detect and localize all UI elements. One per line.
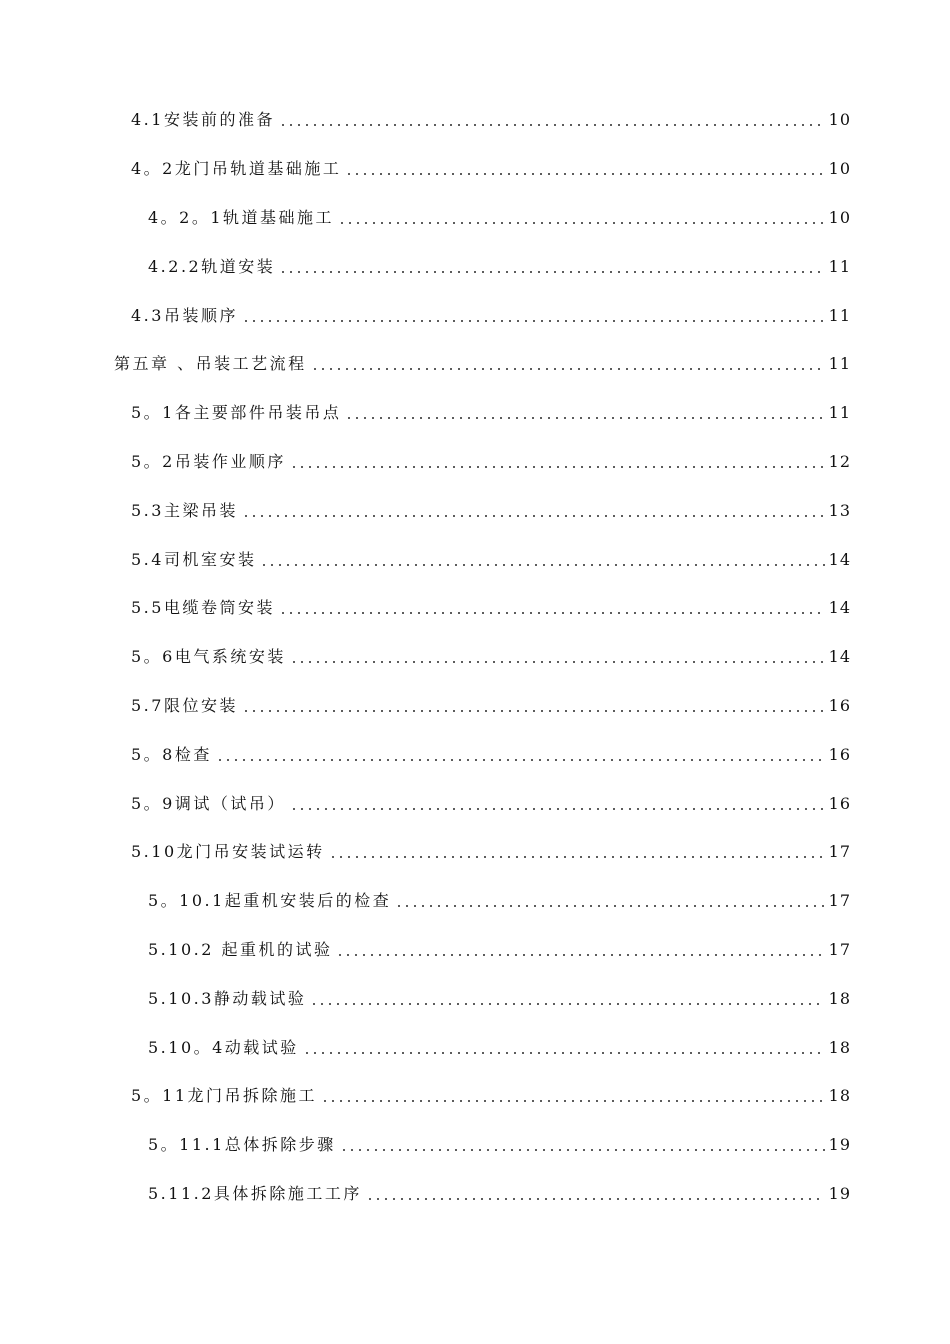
toc-entry[interactable] <box>0 486 950 535</box>
toc-entry[interactable] <box>0 1121 950 1170</box>
toc-entry[interactable] <box>0 730 950 779</box>
dot-leader <box>279 124 825 126</box>
dot-leader <box>395 905 824 907</box>
toc-entry-title: 5。11龙门吊拆除施工 <box>131 1086 318 1106</box>
toc-entry-page: 19 <box>828 1135 851 1155</box>
dot-leader <box>290 466 825 468</box>
toc-entry[interactable] <box>0 877 950 926</box>
dot-leader <box>340 1149 825 1151</box>
toc-entry-page: 17 <box>828 842 851 862</box>
dot-leader <box>242 710 825 712</box>
toc-entry-page: 10 <box>828 159 851 179</box>
dot-leader <box>366 1198 825 1200</box>
toc-entry-page: 10 <box>828 110 851 130</box>
toc-entry-title: 4.3吊装顺序 <box>131 305 238 325</box>
toc-entry-page: 17 <box>828 939 851 959</box>
toc-entry-page: 16 <box>828 793 851 813</box>
toc-entry-page: 11 <box>828 256 851 276</box>
dot-leader <box>310 1003 824 1005</box>
toc-entry-page: 11 <box>828 354 851 374</box>
toc-entry-page: 16 <box>828 744 851 764</box>
dot-leader <box>311 368 825 370</box>
toc-entry-title: 5。8检查 <box>131 744 212 764</box>
dot-leader <box>260 564 824 566</box>
dot-leader <box>242 320 825 322</box>
toc-entry[interactable] <box>0 1072 950 1121</box>
toc-entry-title: 5.3主梁吊装 <box>131 500 238 520</box>
toc-entry[interactable] <box>0 633 950 682</box>
toc-entry-page: 17 <box>828 891 851 911</box>
toc-entry[interactable] <box>0 96 950 145</box>
toc-entry-title: 4.2.2轨道安装 <box>148 256 276 276</box>
toc-entry-page: 16 <box>828 695 851 715</box>
dot-leader <box>336 954 824 956</box>
dot-leader <box>338 222 825 224</box>
toc-entry-title: 5。1各主要部件吊装吊点 <box>131 403 342 423</box>
toc-entry-title: 5.10龙门吊安装试运转 <box>131 842 325 862</box>
toc-entry-title: 4.1安装前的准备 <box>131 110 275 130</box>
dot-leader <box>290 808 825 810</box>
toc-entry[interactable] <box>0 340 950 389</box>
toc-entry-page: 10 <box>828 207 851 227</box>
toc-entry-title: 5.10。4动载试验 <box>148 1037 299 1057</box>
toc-entry-title: 4。2龙门吊轨道基础施工 <box>131 159 342 179</box>
toc-entry-page: 14 <box>828 549 851 569</box>
toc-entry[interactable] <box>0 974 950 1023</box>
toc-entry-title: 5.4司机室安装 <box>131 549 257 569</box>
toc-entry[interactable] <box>0 438 950 487</box>
toc-entry-title: 5.7限位安装 <box>131 695 238 715</box>
toc-entry-page: 14 <box>828 598 851 618</box>
dot-leader <box>242 515 825 517</box>
toc-entry[interactable] <box>0 584 950 633</box>
toc-entry[interactable] <box>0 194 950 243</box>
toc-entry-title: 5。11.1总体拆除步骤 <box>148 1135 336 1155</box>
dot-leader <box>216 759 825 761</box>
dot-leader <box>279 612 825 614</box>
toc-entry-page: 13 <box>828 500 851 520</box>
toc-entry-page: 12 <box>828 451 851 471</box>
table-of-contents <box>0 96 950 1218</box>
toc-entry-page: 11 <box>828 403 851 423</box>
toc-entry-page: 18 <box>828 988 851 1008</box>
dot-leader <box>329 856 825 858</box>
toc-entry[interactable] <box>0 389 950 438</box>
toc-entry-title: 5。6电气系统安装 <box>131 647 286 667</box>
toc-entry-title: 5.5电缆卷筒安装 <box>131 598 275 618</box>
toc-entry[interactable] <box>0 682 950 731</box>
toc-entry[interactable] <box>0 1023 950 1072</box>
toc-entry-page: 14 <box>828 647 851 667</box>
toc-entry-page: 11 <box>828 305 851 325</box>
dot-leader <box>321 1100 825 1102</box>
toc-entry-title: 5。2吊装作业顺序 <box>131 451 286 471</box>
toc-entry-page: 19 <box>828 1183 851 1203</box>
toc-entry-title: 4。2。1轨道基础施工 <box>148 207 335 227</box>
toc-entry-title: 5.10.3静动载试验 <box>148 988 307 1008</box>
dot-leader <box>303 1052 825 1054</box>
toc-entry[interactable] <box>0 926 950 975</box>
toc-entry[interactable] <box>0 291 950 340</box>
dot-leader <box>279 271 824 273</box>
toc-entry-page: 18 <box>828 1086 851 1106</box>
toc-entry-title: 5.11.2具体拆除施工工序 <box>148 1183 362 1203</box>
toc-entry[interactable] <box>0 535 950 584</box>
toc-entry[interactable] <box>0 1170 950 1219</box>
toc-entry[interactable] <box>0 779 950 828</box>
toc-entry[interactable] <box>0 828 950 877</box>
toc-entry-title: 5。10.1起重机安装后的检查 <box>148 891 392 911</box>
toc-entry-title: 第五章 、吊装工艺流程 <box>114 354 307 374</box>
toc-entry-page: 18 <box>828 1037 851 1057</box>
toc-entry[interactable] <box>0 242 950 291</box>
toc-entry-title: 5。9调试（试吊） <box>131 793 286 813</box>
dot-leader <box>345 417 824 419</box>
toc-entry-title: 5.10.2 起重机的试验 <box>148 939 333 959</box>
toc-entry[interactable] <box>0 145 950 194</box>
dot-leader <box>290 661 825 663</box>
dot-leader <box>345 173 824 175</box>
